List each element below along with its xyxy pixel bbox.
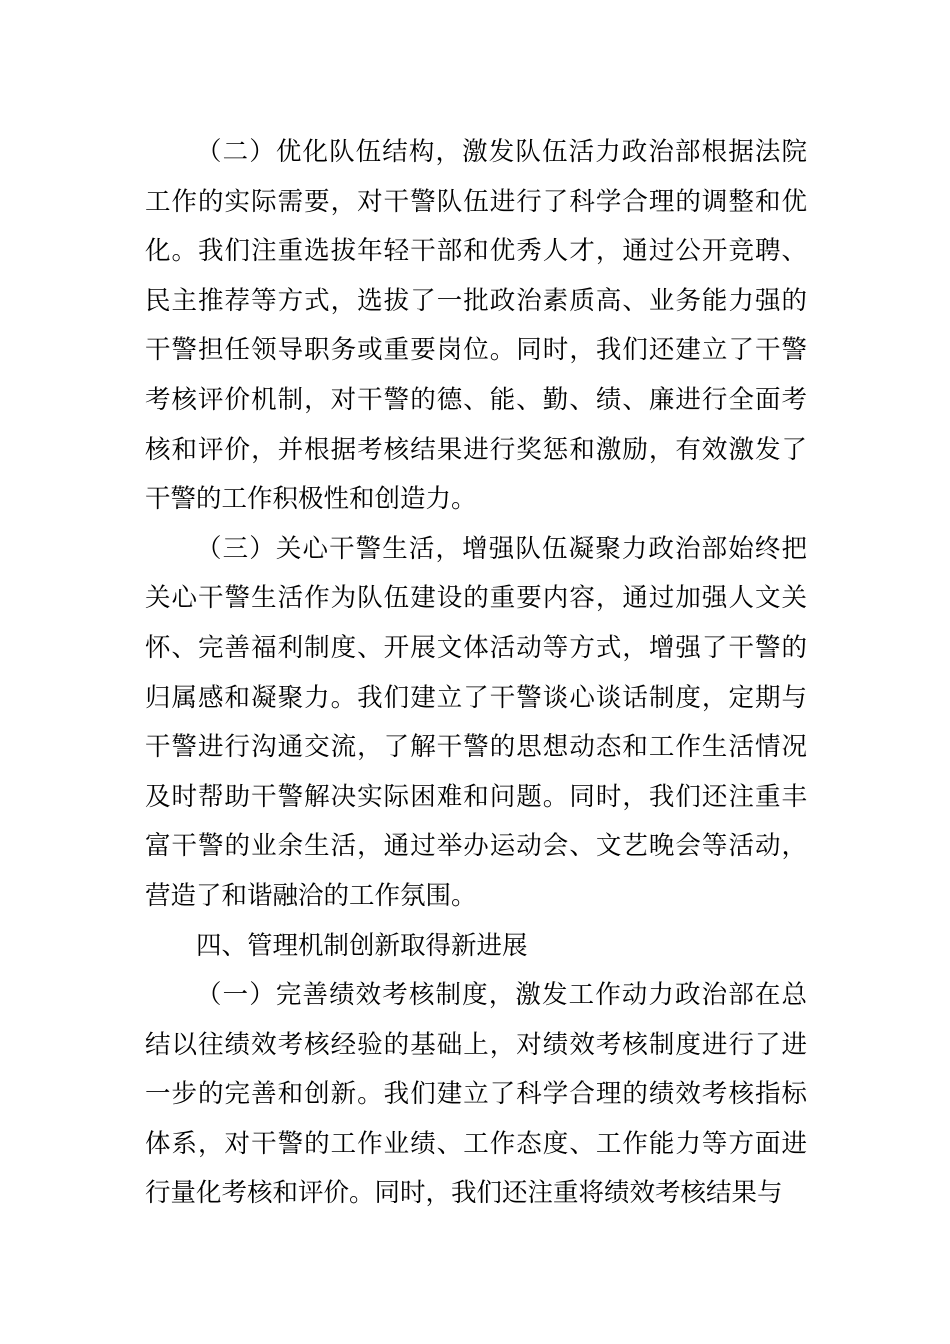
paragraph-care-for-officers: （三）关心干警生活，增强队伍凝聚力政治部始终把关心干警生活作为队伍建设的重要内容，通过加强人文关怀、完善福利制度、开展文体活动等方式，增强了干警的归属感和凝聚力。我们建立了干警谈心谈话制度，定期与干警进行沟通交流，了解干警的思想动态和工作生活情况及时帮助干警解决实际困难和问题。同时，我们还注重丰富干警的业余生活，通过举办运动会、文艺晚会等活动，营造了和谐融洽的工作氛围。 [145, 533, 807, 911]
document-body [145, 128, 807, 1219]
paragraph-optimize-team-structure: （二）优化队伍结构，激发队伍活力政治部根据法院工作的实际需要，对干警队伍进行了科学合理的调整和优化。我们注重选拔年轻干部和优秀人才，通过公开竞聘、民主推荐等方式，选拔了一批政治素质高、业务能力强的干警担任领导职务或重要岗位。同时，我们还建立了干警考核评价机制，对干警的德、能、勤、绩、廉进行全面考核和评价，并根据考核结果进行奖惩和激励，有效激发了干警的工作积极性和创造力。 [145, 137, 807, 515]
section-heading-management-innovation: 四、管理机制创新取得新进展 [196, 930, 528, 961]
paragraph-performance-assessment: （一）完善绩效考核制度，激发工作动力政治部在总结以往绩效考核经验的基础上，对绩效考核制度进行了进一步的完善和创新。我们建立了科学合理的绩效考核指标体系，对干警的工作业绩、工作态度、工作能力等方面进行量化考核和评价。同时，我们还注重将绩效考核结果与 [145, 980, 807, 1209]
